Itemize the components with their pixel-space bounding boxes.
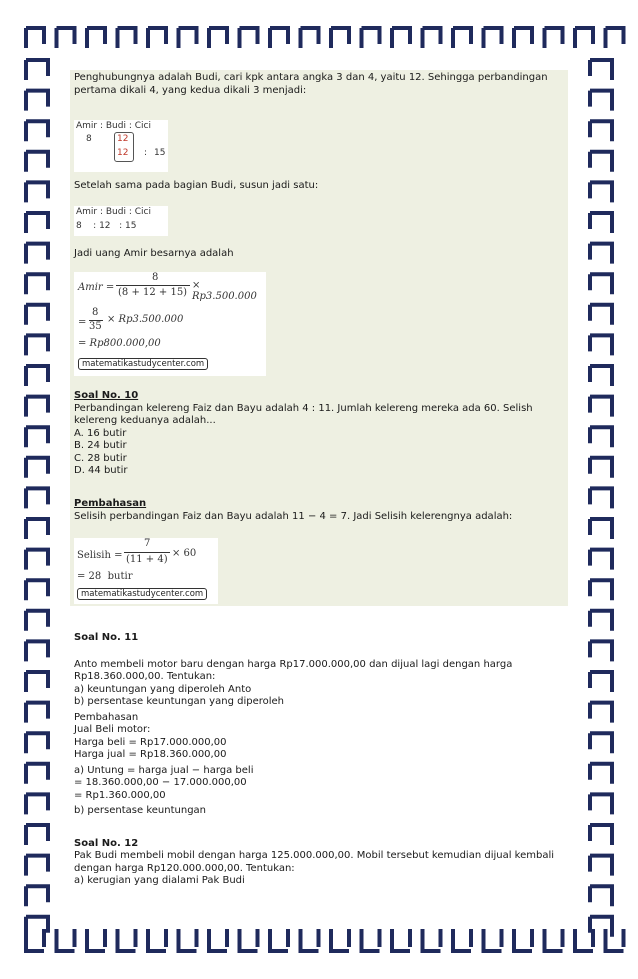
border-tile-right bbox=[590, 91, 612, 111]
border-tile-bottom bbox=[453, 929, 471, 951]
border-tile-right bbox=[590, 182, 612, 202]
border-tile-top bbox=[240, 28, 258, 48]
border-tile-left bbox=[26, 488, 48, 508]
border-tile-top bbox=[423, 28, 441, 48]
soal11-pemb-1: Jual Beli motor: bbox=[74, 724, 151, 735]
soal11-title: Soal No. 11 bbox=[74, 632, 139, 643]
border-tile-left bbox=[26, 825, 48, 845]
border-tile-top bbox=[118, 28, 136, 48]
border-tile-right bbox=[590, 764, 612, 784]
border-tile-left bbox=[26, 550, 48, 570]
ratio2-image bbox=[74, 206, 168, 236]
border-tile-left bbox=[26, 886, 48, 906]
soal11-pemb-2: Harga beli = Rp17.000.000,00 bbox=[74, 736, 227, 748]
border-tile-bottom bbox=[270, 929, 288, 951]
soal10-title: Soal No. 10 bbox=[74, 390, 139, 401]
border-tile-right bbox=[590, 794, 612, 814]
border-tile-top bbox=[209, 28, 227, 48]
eq1-lhs: Amir = bbox=[78, 282, 115, 293]
soal10-body: Perbandingan kelereng Faiz dan Bayu adalah 4 : 11. Jumlah kelereng mereka ada 60. Selish kelereng keduanya adalah... bbox=[74, 402, 533, 426]
soal11-calc-2: = Rp1.360.000,00 bbox=[74, 789, 166, 801]
border-tile-bottom bbox=[392, 929, 410, 951]
eq1-l3: = Rp800.000,00 bbox=[78, 338, 161, 349]
border-tile-bottom bbox=[148, 929, 166, 951]
border-tile-right bbox=[590, 427, 612, 447]
eq2-num: 7 bbox=[144, 538, 151, 549]
eq1-fraction-bar bbox=[116, 285, 190, 286]
border-tile-left bbox=[26, 121, 48, 141]
border-tile-top bbox=[87, 28, 105, 48]
soal11-line-2: b) persentase keuntungan yang diperoleh bbox=[74, 696, 284, 707]
soal10-option-a: A. 16 butir bbox=[74, 427, 127, 439]
border-tile-right bbox=[590, 121, 612, 141]
border-tile-bottom bbox=[362, 929, 380, 951]
border-tile-right bbox=[590, 60, 612, 80]
border-tile-bottom bbox=[484, 929, 502, 951]
eq1-l2num: 8 bbox=[92, 307, 99, 318]
border-tile-bottom bbox=[301, 929, 319, 951]
step3-block bbox=[70, 244, 568, 272]
ratio1-colon: : bbox=[144, 148, 148, 158]
soal10-pembahasan-body: Selisih perbandingan Faiz dan Bayu adalah 11 − 4 = 7. Jadi Selisih kelerengnya adalah: bbox=[74, 510, 513, 522]
intro-text: Penghubungnya adalah Budi, cari kpk antara angka 3 dan 4, yaitu 12. Sehingga perbandingan pertama dikali 4, yang kedua dikali 3 menjadi: bbox=[74, 72, 548, 96]
ratio1-image bbox=[74, 120, 168, 172]
eq1-num: 8 bbox=[152, 272, 159, 283]
border-tile-right bbox=[590, 856, 612, 876]
border-tile-left bbox=[26, 335, 48, 355]
border-tile-bottom bbox=[209, 929, 227, 951]
border-tile-bottom bbox=[26, 929, 44, 951]
soal10-block bbox=[70, 380, 568, 484]
border-tile-top bbox=[148, 28, 166, 48]
border-tile-top bbox=[575, 28, 593, 48]
eq1-l2mul: × Rp3.500.000 bbox=[107, 314, 184, 325]
step3-text: Jadi uang Amir besarnya adalah bbox=[74, 248, 234, 259]
ratio1-block bbox=[70, 118, 568, 178]
eq2-block bbox=[70, 532, 568, 606]
border-tile-right bbox=[590, 703, 612, 723]
border-tile-bottom bbox=[118, 929, 136, 951]
border-tile-right bbox=[590, 458, 612, 478]
border-tile-right bbox=[590, 611, 612, 631]
ratio1-r2a: 12 bbox=[117, 148, 129, 158]
eq1-l2den: 35 bbox=[89, 321, 102, 332]
border-tile-bottom bbox=[606, 929, 624, 951]
eq2-den: (11 + 4) bbox=[126, 554, 168, 565]
border-tile-right bbox=[590, 305, 612, 325]
eq1-l2-eq: = bbox=[78, 317, 87, 328]
border-tile-right bbox=[590, 366, 612, 386]
eq1-den: (8 + 12 + 15) bbox=[118, 287, 188, 298]
border-tile-right bbox=[590, 825, 612, 845]
border-tile-top bbox=[57, 28, 75, 48]
border-tile-left bbox=[26, 580, 48, 600]
intro-block bbox=[70, 70, 568, 118]
border-tile-left bbox=[26, 764, 48, 784]
border-tile-bottom bbox=[240, 929, 258, 951]
step2-block bbox=[70, 178, 568, 202]
border-tile-left bbox=[26, 641, 48, 661]
eq2-image bbox=[74, 538, 218, 604]
border-tile-left bbox=[26, 397, 48, 417]
border-tile-right bbox=[590, 641, 612, 661]
border-tile-left bbox=[26, 274, 48, 294]
soal10-option-c: C. 28 butir bbox=[74, 452, 127, 464]
soal10-option-d: D. 44 butir bbox=[74, 465, 128, 476]
border-tile-bottom bbox=[514, 929, 532, 951]
soal12-title: Soal No. 12 bbox=[74, 837, 139, 849]
border-tile-left bbox=[26, 60, 48, 80]
border-tile-left bbox=[26, 856, 48, 876]
soal10-option-b: B. 24 butir bbox=[74, 440, 127, 451]
border-tile-right bbox=[590, 733, 612, 753]
ratio2-row: 8 : 12 : 15 bbox=[76, 221, 137, 231]
ratio1-r1a: 8 bbox=[86, 134, 92, 144]
soal11-calc-1: = 18.360.000,00 − 17.000.000,00 bbox=[74, 777, 247, 788]
step2-text: Setelah sama pada bagian Budi, susun jadi satu: bbox=[74, 180, 319, 191]
border-tile-bottom bbox=[87, 929, 105, 951]
soal12-body: Pak Budi membeli mobil dengan harga 125.000.000,00. Mobil tersebut kemudian dijual kembali dengan harga Rp120.000.000,00. Tentukan: bbox=[74, 850, 555, 874]
border-tile-left bbox=[26, 213, 48, 233]
border-tile-right bbox=[590, 580, 612, 600]
border-tile-bottom bbox=[179, 929, 197, 951]
border-tile-left bbox=[26, 182, 48, 202]
ratio2-header: Amir : Budi : Cici bbox=[76, 207, 151, 217]
border-tile-left bbox=[26, 152, 48, 172]
border-tile-bottom bbox=[331, 929, 349, 951]
border-tile-top bbox=[484, 28, 502, 48]
border-tile-right bbox=[590, 335, 612, 355]
soal10-pembahasan-block bbox=[70, 484, 568, 532]
eq1-site-tag: matematikastudycenter.com bbox=[78, 358, 208, 370]
border-tile-left bbox=[26, 366, 48, 386]
border-tile-right bbox=[590, 672, 612, 692]
border-tile-right bbox=[590, 397, 612, 417]
border-tile-left bbox=[26, 519, 48, 539]
eq2-lhs: Selisih = bbox=[77, 550, 123, 561]
border-tile-left bbox=[26, 458, 48, 478]
eq2-mul: × 60 bbox=[172, 548, 197, 559]
eq2-fraction-bar bbox=[124, 552, 170, 553]
border-tile-left bbox=[26, 305, 48, 325]
border-tile-right bbox=[590, 519, 612, 539]
border-tile-top bbox=[606, 28, 624, 48]
border-tile-left bbox=[26, 733, 48, 753]
ratio1-r1b: 12 bbox=[117, 134, 129, 144]
border-tile-top bbox=[270, 28, 288, 48]
soal10-pembahasan-title: Pembahasan bbox=[74, 498, 147, 509]
border-tile-top bbox=[453, 28, 471, 48]
ratio1-header: Amir : Budi : Cici bbox=[76, 121, 151, 131]
soal11-calc-0: a) Untung = harga jual − harga beli bbox=[74, 764, 254, 776]
border-tile-top bbox=[392, 28, 410, 48]
border-tile-top bbox=[362, 28, 380, 48]
soal11-pemb-0: Pembahasan bbox=[74, 711, 139, 723]
eq1-mul: × Rp3.500.000 bbox=[192, 280, 257, 302]
eq1-block bbox=[70, 272, 568, 380]
border-tile-left bbox=[26, 244, 48, 264]
border-tile-right bbox=[590, 550, 612, 570]
eq2-site-tag: matematikastudycenter.com bbox=[77, 588, 207, 600]
soal12-a: a) kerugian yang dialami Pak Budi bbox=[74, 875, 245, 886]
border-tile-top bbox=[301, 28, 319, 48]
soal11-line-1: a) keuntungan yang diperoleh Anto bbox=[74, 683, 252, 695]
border-tile-right bbox=[590, 244, 612, 264]
border-tile-left bbox=[26, 427, 48, 447]
border-tile-top bbox=[545, 28, 563, 48]
border-tile-top bbox=[514, 28, 532, 48]
soal11-pemb-3: Harga jual = Rp18.360.000,00 bbox=[74, 749, 227, 760]
border-tile-top bbox=[26, 28, 44, 48]
border-tile-right bbox=[590, 886, 612, 906]
soal11-block bbox=[70, 632, 568, 888]
ratio2-block bbox=[70, 202, 568, 244]
border-tile-left bbox=[26, 672, 48, 692]
border-tile-left bbox=[26, 794, 48, 814]
eq1-image bbox=[74, 272, 266, 376]
border-tile-left bbox=[26, 611, 48, 631]
border-tile-right bbox=[590, 152, 612, 172]
soal11-line-0: Anto membeli motor baru dengan harga Rp17.000.000,00 dan dijual lagi dengan harga Rp18.360.000,00. Tentukan: bbox=[74, 658, 513, 682]
soal11-b: b) persentase keuntungan bbox=[74, 805, 207, 816]
border-tile-left bbox=[26, 91, 48, 111]
border-tile-right bbox=[590, 274, 612, 294]
border-tile-top bbox=[331, 28, 349, 48]
border-tile-top bbox=[179, 28, 197, 48]
border-tile-bottom bbox=[57, 929, 75, 951]
border-tile-bottom bbox=[545, 929, 563, 951]
border-tile-bottom bbox=[423, 929, 441, 951]
border-tile-left bbox=[26, 703, 48, 723]
border-tile-right bbox=[590, 488, 612, 508]
eq2-l2: = 28 butir bbox=[77, 571, 133, 582]
ratio1-r2b: 15 bbox=[154, 148, 166, 158]
border-tile-right bbox=[590, 213, 612, 233]
